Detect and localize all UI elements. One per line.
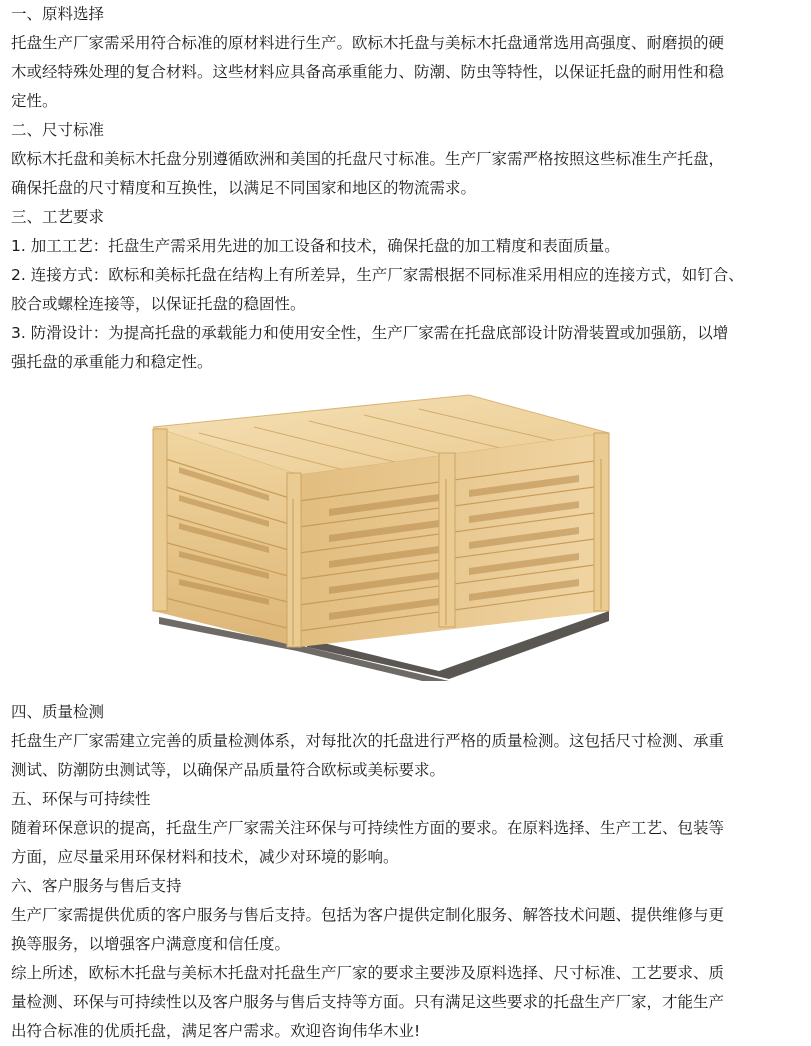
list-item: 3. 防滑设计：为提高托盘的承载能力和使用安全性，生产厂家需在托盘底部设计防滑装置或加强筋，以增 强托盘的承重能力和稳定性。 [11, 324, 729, 371]
section-heading-raw-materials: 一、原料选择 [11, 5, 105, 23]
pallet-figure [11, 377, 806, 698]
conclusion-paragraph: 综上所述，欧标木托盘与美标木托盘对托盘生产厂家的要求主要涉及原料选择、尺寸标准、工艺要求、质 量检测、环保与可持续性以及客户服务与售后支持等方面。只有满足这些要求的托盘生产厂家，才能生产 出符合标准的优质托盘，满足客户需求。欢迎咨询伟华木业! [11, 964, 725, 1040]
section-heading-customer-service: 六、客户服务与售后支持 [11, 877, 182, 895]
section-paragraph: 欧标木托盘和美标木托盘分别遵循欧洲和美国的托盘尺寸标准。生产厂家需严格按照这些标准生产托盘， 确保托盘的尺寸精度和互换性，以满足不同国家和地区的物流需求。 [11, 150, 725, 197]
section-heading-sustainability: 五、环保与可持续性 [11, 790, 151, 808]
section-heading-quality-inspection: 四、质量检测 [11, 703, 105, 721]
list-item: 2. 连接方式：欧标和美标托盘在结构上有所差异，生产厂家需根据不同标准采用相应的连接方式，如钉合、 胶合或螺栓连接等，以保证托盘的稳固性。 [11, 266, 744, 313]
section-paragraph: 随着环保意识的提高，托盘生产厂家需关注环保与可持续性方面的要求。在原料选择、生产工艺、包装等 方面，应尽量采用环保材料和技术，减少对环境的影响。 [11, 819, 725, 866]
stacked-wooden-pallets-image [139, 389, 619, 681]
article-body [11, 0, 806, 1046]
section-heading-process-requirements: 三、工艺要求 [11, 208, 105, 226]
section-paragraph: 托盘生产厂家需建立完善的质量检测体系，对每批次的托盘进行严格的质量检测。这包括尺寸检测、承重 测试、防潮防虫测试等，以确保产品质量符合欧标或美标要求。 [11, 732, 725, 779]
section-heading-size-standards: 二、尺寸标准 [11, 121, 105, 139]
list-item: 1. 加工工艺：托盘生产需采用先进的加工设备和技术，确保托盘的加工精度和表面质量。 [11, 237, 620, 255]
section-paragraph: 生产厂家需提供优质的客户服务与售后支持。包括为客户提供定制化服务、解答技术问题、提供维修与更 换等服务，以增强客户满意度和信任度。 [11, 906, 725, 953]
section-paragraph: 托盘生产厂家需采用符合标准的原材料进行生产。欧标木托盘与美标木托盘通常选用高强度、耐磨损的硬 木或经特殊处理的复合材料。这些材料应具备高承重能力、防潮、防虫等特性，以保证托盘的耐用性和稳 定性。 [11, 34, 725, 110]
